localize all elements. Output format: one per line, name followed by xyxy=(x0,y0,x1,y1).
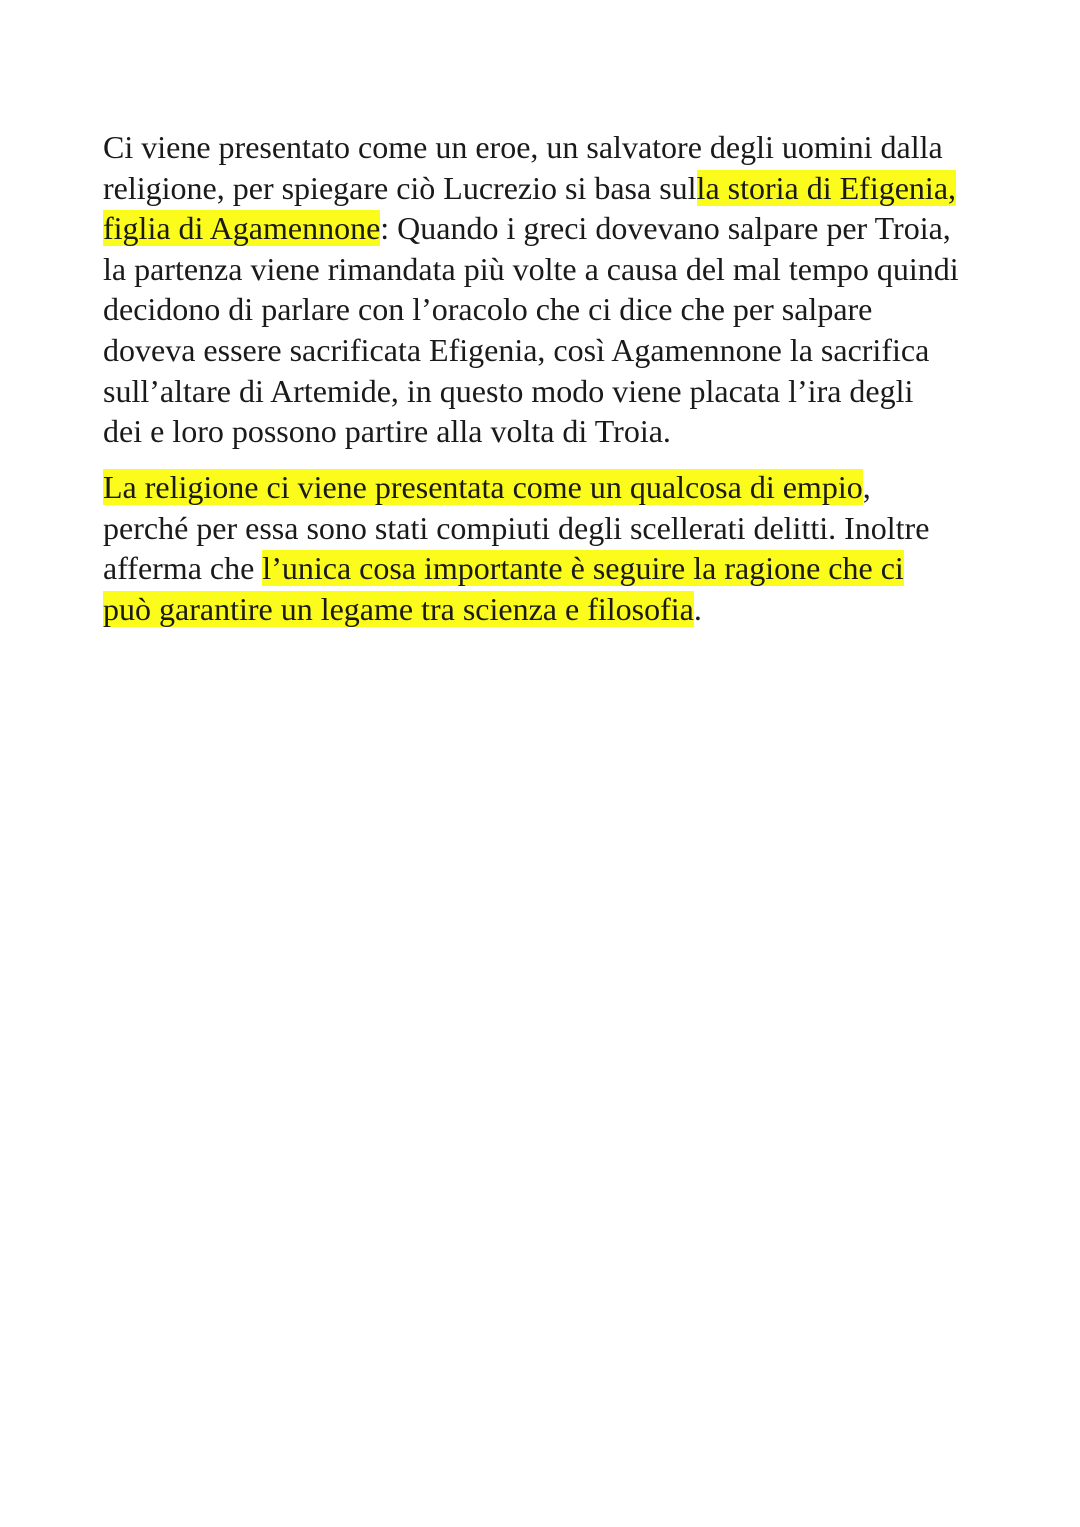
paragraph-2 xyxy=(103,467,1003,629)
text-line xyxy=(103,467,1003,508)
text-line xyxy=(103,371,1003,412)
text-line xyxy=(103,127,1003,168)
highlighted-text: figlia di Agamennone xyxy=(103,210,381,247)
text-line xyxy=(103,589,1003,630)
text-segment: la partenza viene rimandata più volte a causa del mal tempo quindi xyxy=(103,250,959,287)
highlighted-text: La religione ci viene presentata come un qualcosa di empio xyxy=(103,469,863,505)
text-segment: afferma che xyxy=(103,550,263,587)
text-line xyxy=(103,411,1003,452)
text-segment: , xyxy=(862,469,871,505)
text-line xyxy=(103,168,1003,209)
text-line xyxy=(103,330,1003,371)
paragraph-1 xyxy=(103,127,1003,452)
text-segment: sull’altare di Artemide, in questo modo viene placata l’ira degli xyxy=(103,372,914,409)
highlighted-text: può garantire un legame tra scienza e filosofia xyxy=(103,590,694,627)
text-segment: doveva essere sacrificata Efigenia, così Agamennone la sacrifica xyxy=(103,331,930,368)
text-line xyxy=(103,508,1003,549)
text-segment: . xyxy=(693,590,702,627)
highlighted-text: l’unica cosa importante è seguire la ragione che ci xyxy=(262,550,904,587)
text-segment: perché per essa sono stati compiuti degli scellerati delitti. Inoltre xyxy=(103,509,930,546)
text-segment: religione, per spiegare ciò Lucrezio si basa sul xyxy=(103,169,697,206)
highlighted-text: la storia di Efigenia, xyxy=(696,169,957,206)
text-line xyxy=(103,289,1003,330)
text-segment: Ci viene presentato come un eroe, un salvatore degli uomini dalla xyxy=(103,129,943,165)
text-line xyxy=(103,548,1003,589)
text-line xyxy=(103,208,1003,249)
text-segment: dei e loro possono partire alla volta di Troia. xyxy=(103,413,671,450)
text-line xyxy=(103,249,1003,290)
text-segment: decidono di parlare con l’oracolo che ci dice che per salpare xyxy=(103,291,873,328)
text-segment: : Quando i greci dovevano salpare per Troia, xyxy=(380,210,951,247)
